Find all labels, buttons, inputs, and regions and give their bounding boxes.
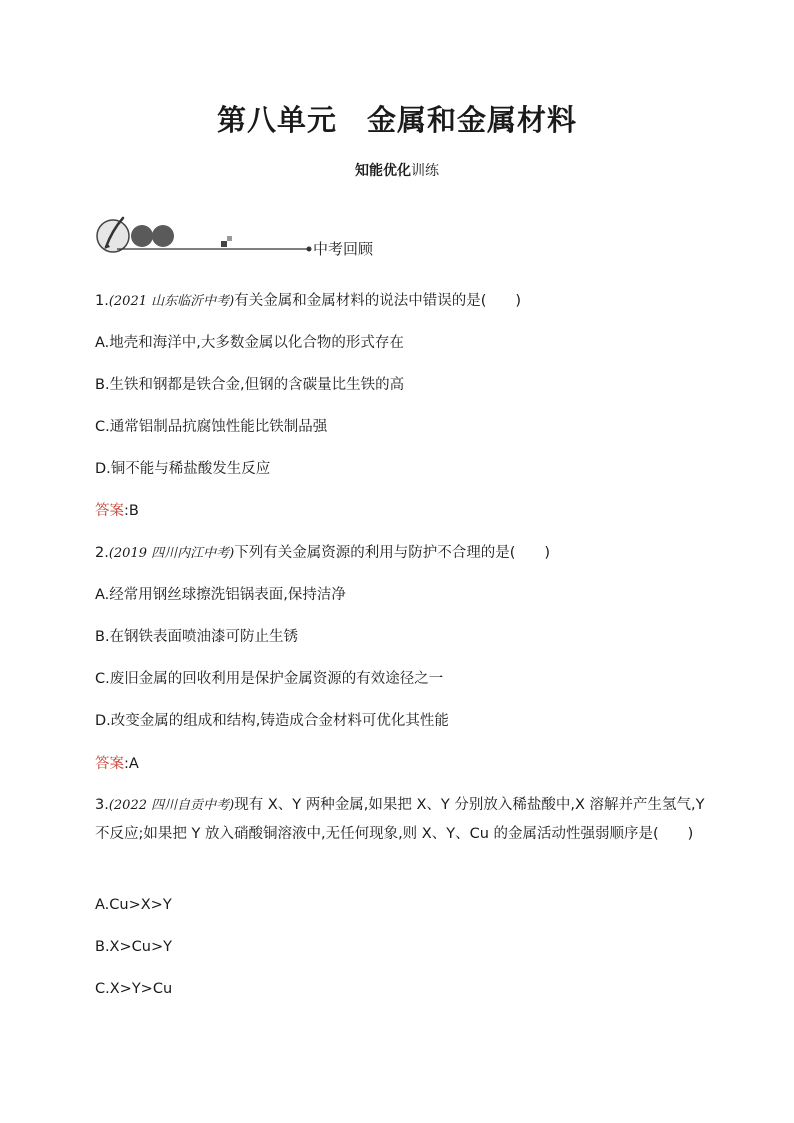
question-3-option-b: B.X>Cu>Y xyxy=(95,939,172,955)
answer-value: :B xyxy=(124,503,139,519)
question-1-stem: 1.(2021 山东临沂中考)有关金属和金属材料的说法中错误的是( ) xyxy=(95,293,522,309)
question-2-stem: 2.(2019 四川内江中考)下列有关金属资源的利用与防护不合理的是( ) xyxy=(95,545,551,561)
answer-value: :A xyxy=(124,756,139,772)
page-title: 第八单元 金属和金属材料 xyxy=(216,103,577,137)
question-1-option-b: B.生铁和钢都是铁合金,但钢的含碳量比生铁的高 xyxy=(95,377,405,393)
question-3-option-c: C.X>Y>Cu xyxy=(95,981,173,997)
section-header xyxy=(95,214,415,262)
line-end-dot-icon xyxy=(307,247,312,252)
question-2-option-d: D.改变金属的组成和结构,铸造成合金材料可优化其性能 xyxy=(95,713,449,729)
square-icon xyxy=(227,236,232,241)
subtitle-bold-part: 知能优化 xyxy=(355,163,411,179)
question-3-option-a: A.Cu>X>Y xyxy=(95,897,172,913)
page-subtitle xyxy=(0,161,794,181)
question-2-answer xyxy=(95,754,139,774)
question-2-option-c: C.废旧金属的回收利用是保护金属资源的有效途径之一 xyxy=(95,671,444,687)
question-3-stem: 3.(2022 四川自贡中考)现有 X、Y 两种金属,如果把 X、Y 分别放入稀盐酸中,X 溶解并产生氢气,Y 不反应;如果把 Y 放入硝酸铜溶液中,无任何现象,则 X、Y、Cu 的金属活动性强弱顺序是( ) xyxy=(95,797,705,842)
question-source: (2021 山东临沂中考) xyxy=(108,294,235,309)
answer-label: 答案 xyxy=(95,503,124,519)
question-source: (2019 四川内江中考) xyxy=(108,546,235,561)
square-icon xyxy=(221,241,227,247)
dot-icon xyxy=(152,225,174,247)
question-1-answer xyxy=(95,501,139,521)
subtitle-normal-part: 训练 xyxy=(411,163,439,179)
question-1-option-d: D.铜不能与稀盐酸发生反应 xyxy=(95,461,271,477)
question-2-option-a: A.经常用钢丝球擦洗铝锅表面,保持洁净 xyxy=(95,587,346,603)
section-label: 中考回顾 xyxy=(313,240,374,258)
dot-icon xyxy=(131,225,153,247)
question-1-option-c: C.通常铝制品抗腐蚀性能比铁制品强 xyxy=(95,419,328,435)
answer-label: 答案 xyxy=(95,756,124,772)
brush-circle-icon xyxy=(97,220,129,252)
question-source: (2022 四川自贡中考) xyxy=(108,798,235,813)
question-2-option-b: B.在钢铁表面喷油漆可防止生锈 xyxy=(95,629,299,645)
question-1-option-a: A.地壳和海洋中,大多数金属以化合物的形式存在 xyxy=(95,335,404,351)
